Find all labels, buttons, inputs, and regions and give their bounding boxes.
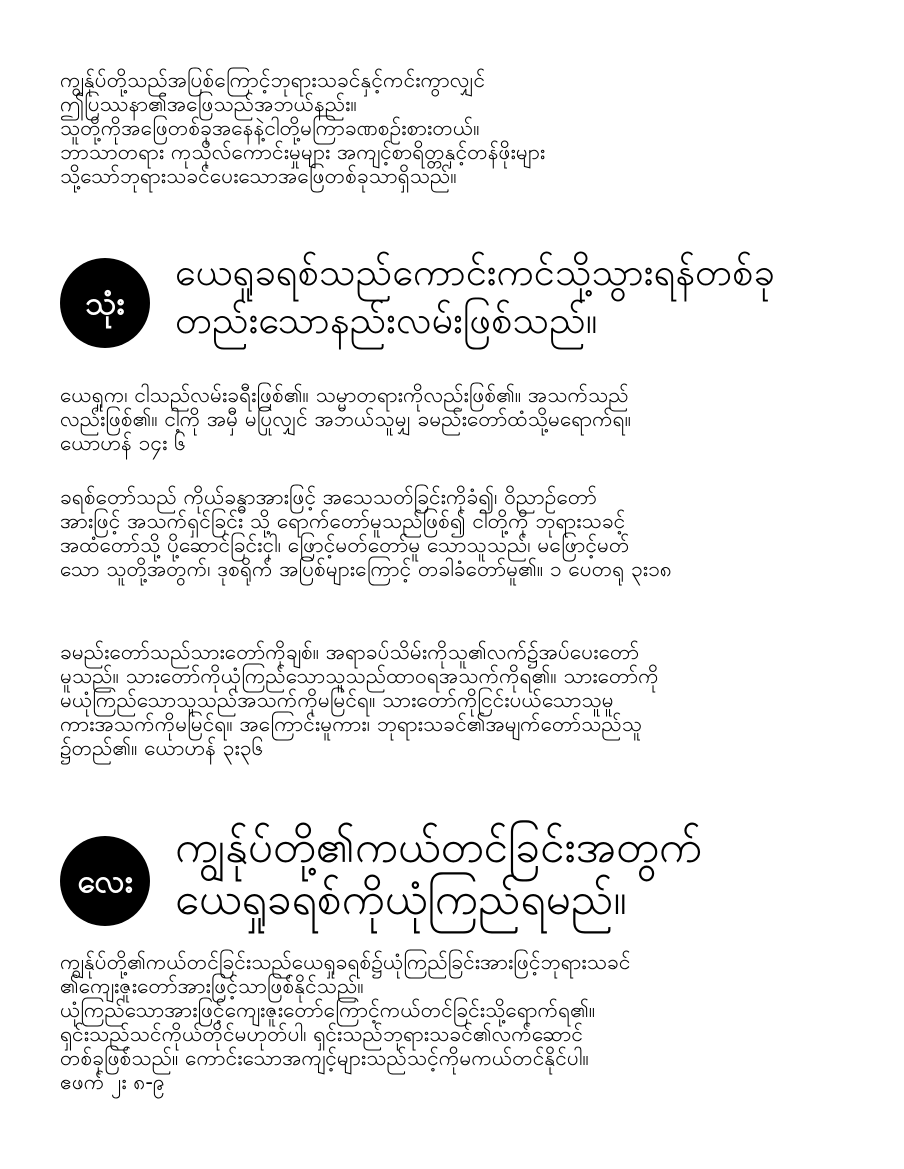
scripture-ephesians-2-8-9 (60, 950, 850, 1094)
verse-line: မယုံကြည်သောသူသည်အသက်ကိုမမြင်ရ။ သားတော်ကိုငြင်းပယ်သောသူမူ (60, 688, 614, 712)
verse-line: ၏ကျေးဇူးတော်အားဖြင့်သာဖြစ်နိုင်သည်။ (60, 974, 364, 998)
verse-line: ခမည်းတော်သည်သားတော်ကိုချစ်။ အရာခပ်သိမ်းကိုသူ၏လက်၌အပ်ပေးတော် (60, 640, 640, 664)
intro-line: ဘာသာတရား ကုသိုလ်ကောင်းမှုများ အကျင့်စာရိတ္တနှင့်တန်ဖိုးများ (60, 140, 546, 164)
verse-line: သော သူတို့အတွက်၊ ဒုစရိုက် အပြစ်များကြောင့် တခါခံတော်မူ၏။ ၁ ပေတရု ၃း၁၈ (60, 557, 672, 581)
verse-line: ကျွန်ုပ်တို့၏ကယ်တင်ခြင်းသည်ယေရှုခရစ်၌ယုံကြည်ခြင်းအားဖြင့်ဘုရားသခင် (60, 950, 631, 974)
verse-line: အားဖြင့် အသက်ရှင်ခြင်း သို့ ရောက်တော်မူသည်ဖြစ်၍ ငါတို့ကို ဘုရားသခင့် (60, 509, 626, 533)
verse-line: လည်းဖြစ်၏။ ငါ့ကို အမှီ မပြုလျှင် အဘယ်သူမျှ ခမည်းတော်ထံသို့မရောက်ရ။ (60, 407, 632, 431)
heading-line: ယေရှုခရစ်ကိုယုံကြည်ရမည်။ (175, 874, 627, 925)
intro-line: ကျွန်ုပ်တို့သည်အပြစ်ကြောင့်ဘုရားသခင်နှင့်ကင်းကွာလျှင် (60, 68, 486, 92)
verse-line: တစ်ခုဖြစ်သည်။ ကောင်းသောအကျင့်များသည်သင့်ကိုမကယ်တင်နိုင်ပါ။ (60, 1046, 589, 1070)
intro-line: သူတို့ကိုအဖြေတစ်ခုအနေနဲ့ငါတို့မကြာခဏစဉ်းစားတယ်။ (60, 116, 480, 140)
verse-line: ၡင်းသည်သင်ကိုယ်တိုင်မဟုတ်ပါ၊ ၡင်းသည်ဘုရားသခင်၏လက်ဆောင် (60, 1022, 583, 1046)
heading-line: တည်းသောနည်းလမ်းဖြစ်သည်။ (175, 298, 598, 342)
verse-line: ယုံကြည်သောအားဖြင့်ကျေးဇူးတော်ကြောင့်ကယ်တင်ခြင်းသို့ရောက်ရ၏။ (60, 998, 596, 1022)
verse-line: ဧဖက် ၂း ၈-၉ (60, 1070, 165, 1094)
heading-line: ယေရှုခရစ်သည်ကောင်းကင်သို့သွားရန်တစ်ခု (175, 250, 775, 294)
intro-line: ဤပြဿနာ၏အဖြေသည်အဘယ်နည်း။ (60, 92, 357, 116)
verse-line: ၌တည်၏။ ယောဟန် ၃း၃၆ (60, 736, 264, 760)
section-number-badge: သုံး (60, 258, 150, 348)
heading-line: ကျွန်ုပ်တို့၏ကယ်တင်ခြင်းအတွက် (175, 822, 702, 873)
scripture-john-14-6 (60, 383, 850, 455)
verse-line: အထံတော်သို့ ပို့ဆောင်ခြင်းငှါ၊ ဖြောင့်မတ်တော်မူ သောသူသည်၊ မဖြောင့်မတ် (60, 533, 630, 557)
verse-line: ကားအသက်ကိုမမြင်ရ။ အကြောင်းမူကား၊ ဘုရားသခင်၏အမျက်တော်သည်သူ (60, 712, 642, 736)
intro-line: သို့သော်ဘုရားသခင်ပေးသောအဖြေတစ်ခုသာရှိသည်။ (60, 164, 457, 188)
verse-line: ယေရှုက၊ ငါသည်လမ်းခရီးဖြစ်၏။ သမ္မာတရားကိုလည်းဖြစ်၏။ အသက်သည် (60, 383, 629, 407)
section-four-title (175, 822, 702, 926)
section-three-heading (60, 248, 860, 358)
verse-line: ခရစ်တော်သည် ကိုယ်ခန္ဓာအားဖြင့် အသေသတ်ခြင်းကိုခံ၍၊ ဝိညာဉ်တော် (60, 485, 597, 509)
verse-line: မူသည်။ သားတော်ကိုယုံကြည်သောသူသည်ထာဝရအသက်ကိုရ၏။ သားတော်ကို (60, 664, 659, 688)
section-four-heading (60, 822, 860, 932)
scripture-john-3-36 (60, 640, 850, 760)
section-three-title (175, 248, 775, 344)
verse-line: ယောဟန် ၁၄း ၆ (60, 431, 186, 455)
intro-paragraph (60, 68, 850, 188)
scripture-1-peter-3-18 (60, 485, 850, 581)
section-number-badge: လေး (60, 836, 150, 926)
